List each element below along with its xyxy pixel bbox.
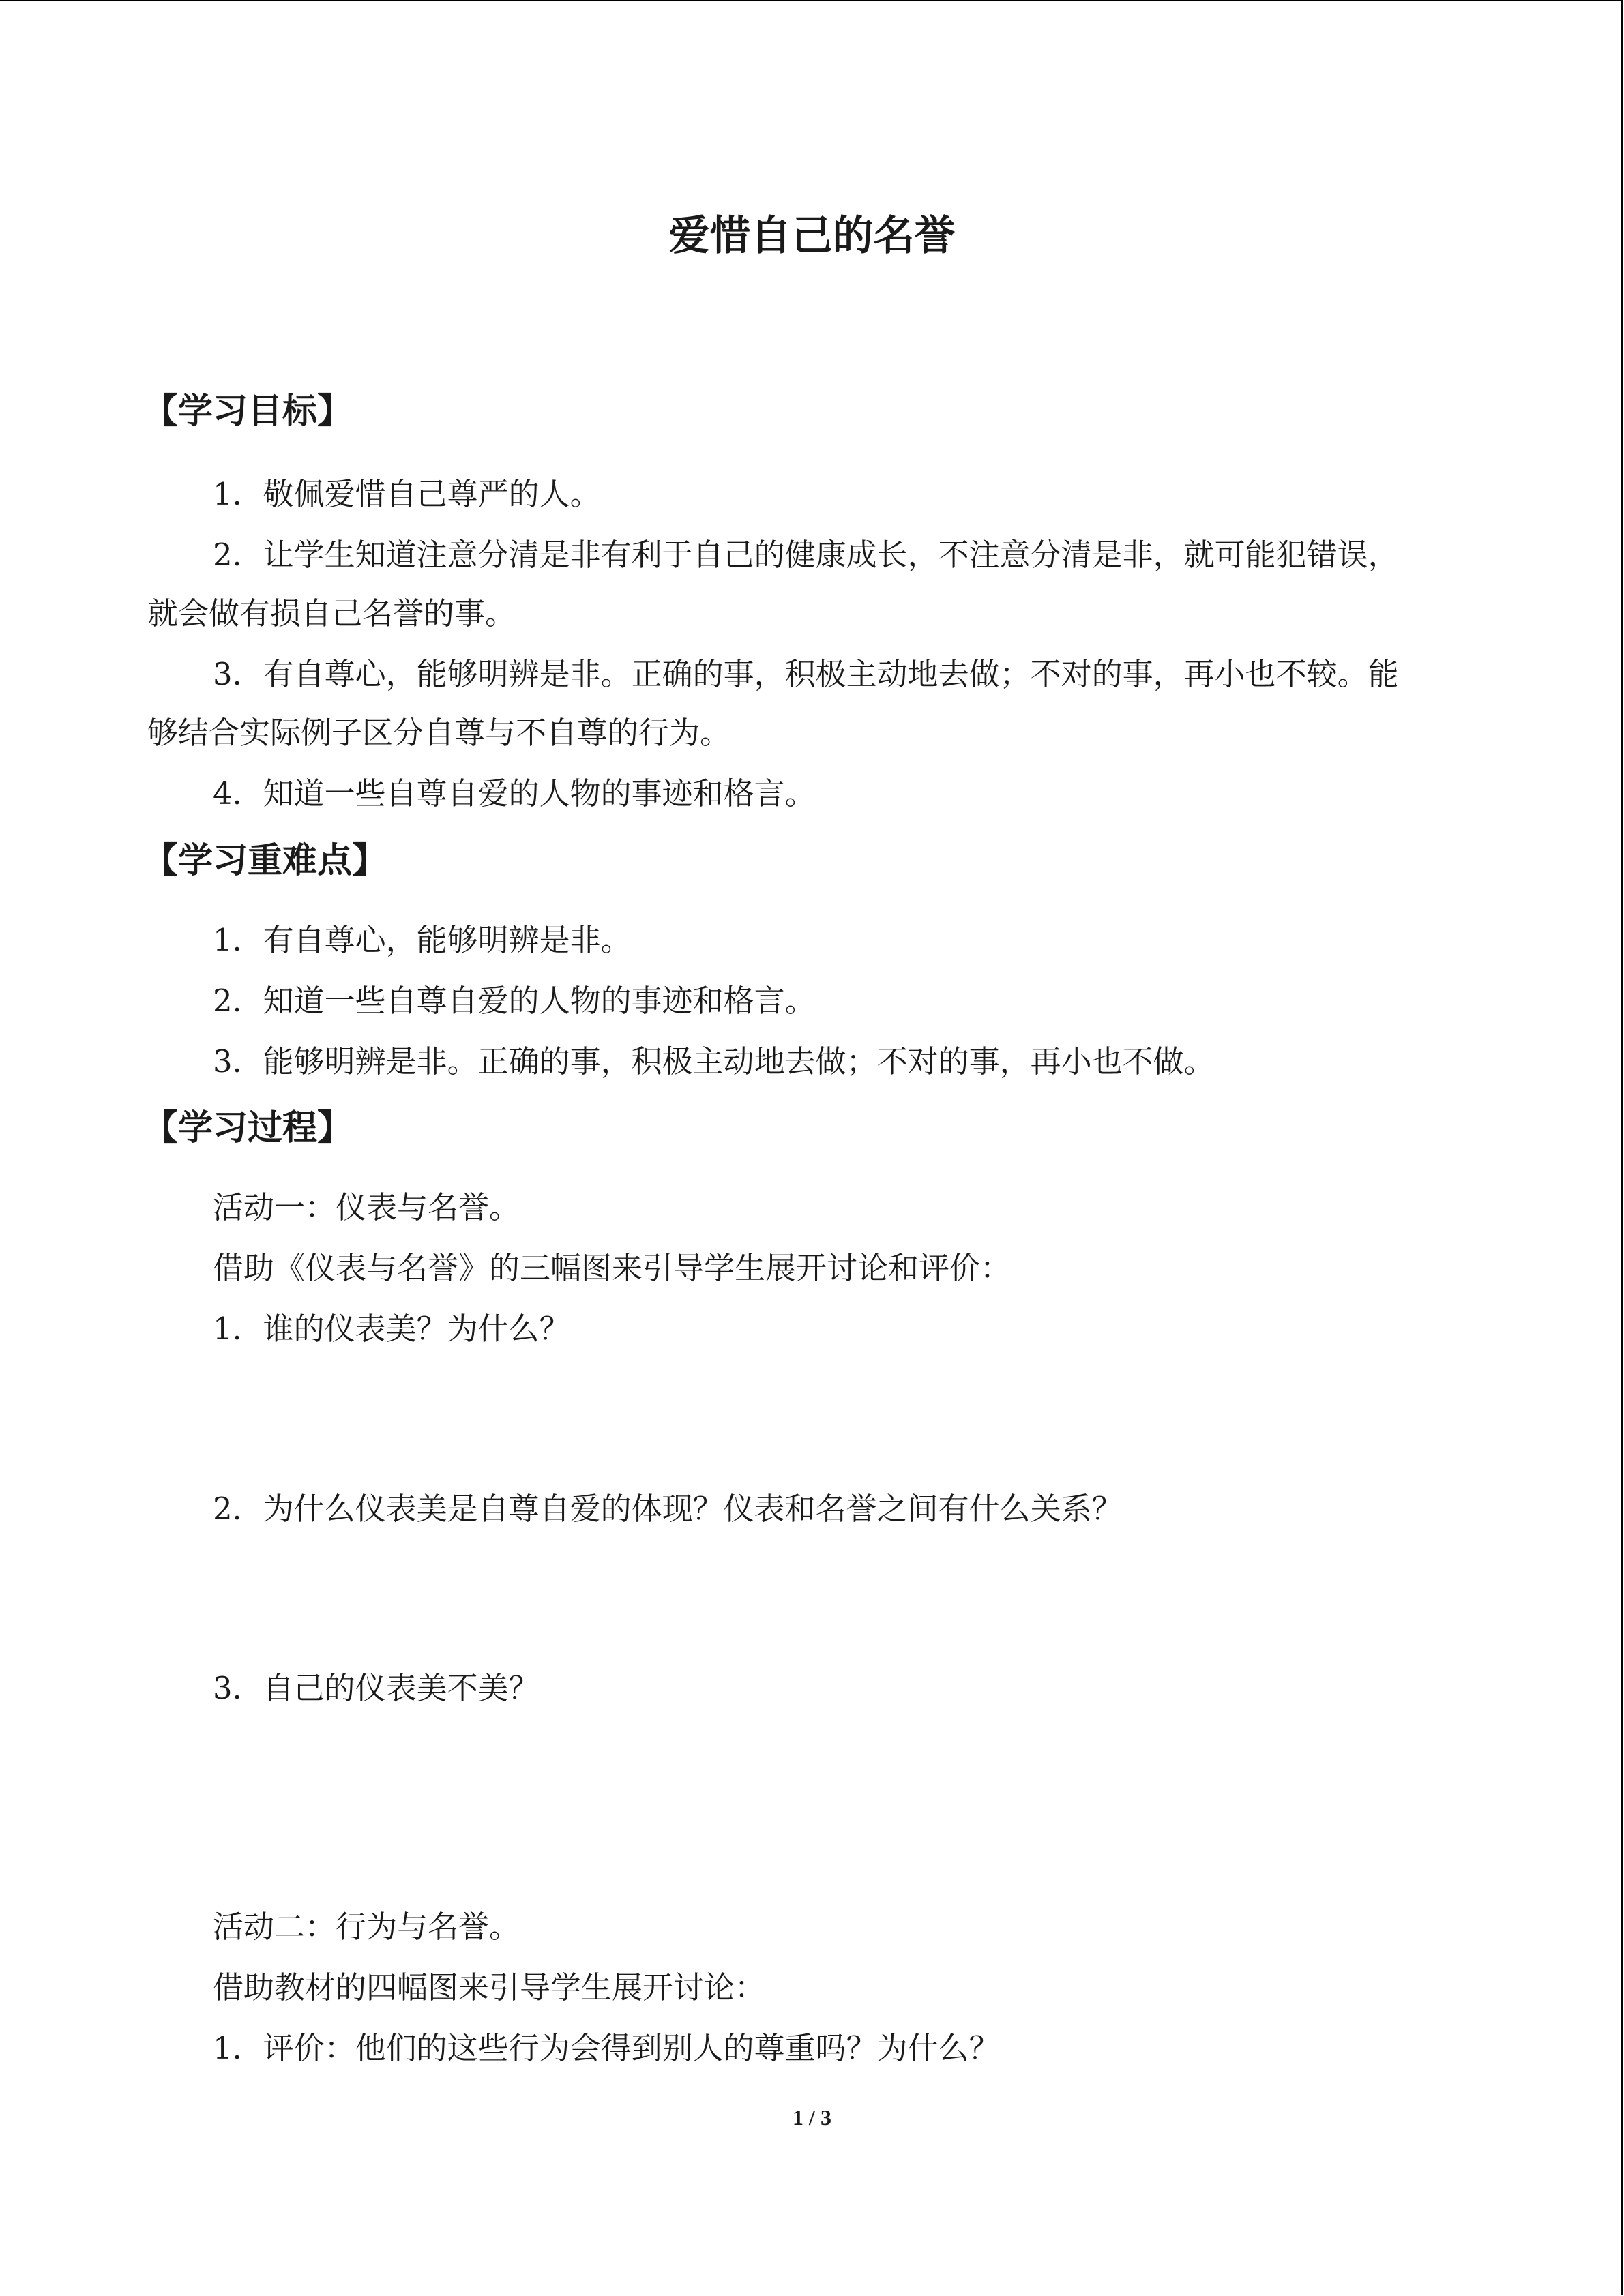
paragraph-line: 2．知道一些自尊自爱的人物的事迹和格言。 bbox=[213, 983, 816, 1019]
question-line: 1．评价：他们的这些行为会得到别人的尊重吗？为什么？ bbox=[213, 2030, 1000, 2066]
paragraph-line: 4．知道一些自尊自爱的人物的事迹和格言。 bbox=[213, 775, 816, 811]
page-number: 1 / 3 bbox=[793, 2105, 831, 2130]
paragraph-line: 活动一：仪表与名誉。 bbox=[213, 1189, 520, 1225]
section-heading-objectives: 【学习目标】 bbox=[143, 391, 353, 432]
question-line: 2．为什么仪表美是自尊自爱的体现？仪表和名誉之间有什么关系？ bbox=[213, 1491, 1123, 1527]
paragraph-line: 1．有自尊心，能够明辨是非。 bbox=[213, 922, 632, 958]
paragraph-line: 就会做有损自己名誉的事。 bbox=[147, 595, 516, 631]
paragraph-line: 借助《仪表与名誉》的三幅图来引导学生展开讨论和评价： bbox=[213, 1250, 1012, 1286]
paragraph-line: 2．让学生知道注意分清是非有利于自己的健康成长，不注意分清是非，就可能犯错误， bbox=[213, 537, 1399, 573]
document-title: 爱惜自己的名誉 bbox=[668, 212, 956, 260]
paragraph-line: 3．有自尊心，能够明辨是非。正确的事，积极主动地去做；不对的事，再小也不较。能 bbox=[213, 656, 1399, 692]
question-line: 1．谁的仪表美？为什么？ bbox=[213, 1311, 570, 1347]
section-heading-key-points: 【学习重难点】 bbox=[143, 841, 387, 881]
section-heading-process: 【学习过程】 bbox=[143, 1108, 353, 1148]
paragraph-line: 3．能够明辨是非。正确的事，积极主动地去做；不对的事，再小也不做。 bbox=[213, 1043, 1215, 1079]
paragraph-line: 活动二：行为与名誉。 bbox=[213, 1909, 520, 1945]
paragraph-line: 够结合实际例子区分自尊与不自尊的行为。 bbox=[147, 715, 731, 751]
paragraph-line: 借助教材的四幅图来引导学生展开讨论： bbox=[213, 1969, 766, 2006]
question-line: 3．自己的仪表美不美？ bbox=[213, 1670, 540, 1706]
paragraph-line: 1．敬佩爱惜自己尊严的人。 bbox=[213, 476, 601, 512]
